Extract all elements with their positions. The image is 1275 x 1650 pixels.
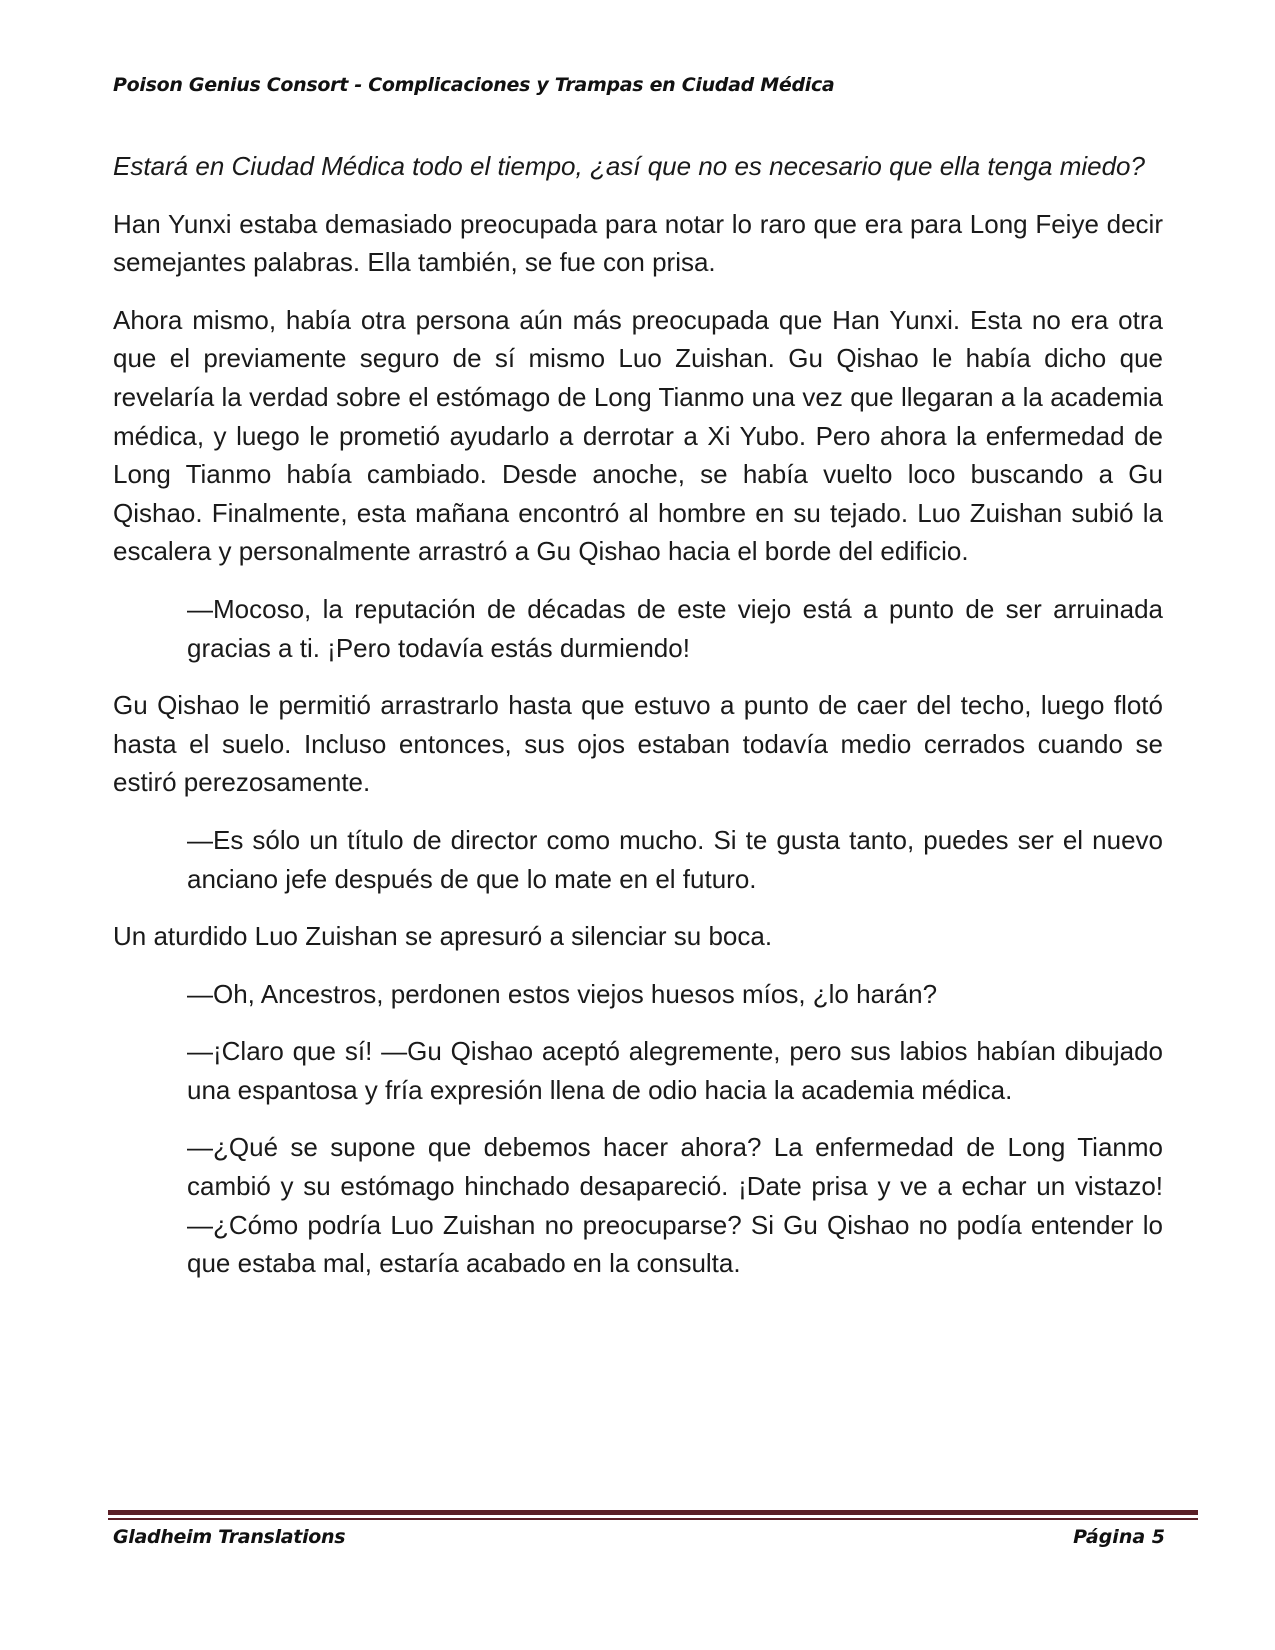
footer-page-number: Página 5 <box>1073 1526 1165 1548</box>
dialogue-paragraph: —Oh, Ancestros, perdonen estos viejos huesos míos, ¿lo harán? <box>187 978 938 1009</box>
footer-divider-thin <box>108 1518 1198 1520</box>
paragraph: Ahora mismo, había otra persona aún más preocupada que Han Yunxi. Esta no era otra que el previamente seguro de sí mismo Luo Zuishan. Gu Qishao le había dicho que revelaría la verdad sobre el estómago de Long Tianmo una vez que llegaran a la academia médica, y luego le prometió ayudarlo a derrotar a Xi Yubo. Pero ahora la enfermedad de Long Tianmo había cambiado. Desde anoche, se había vuelto loco buscando a Gu Qishao. Finalmente, esta mañana encontró al hombre en su tejado. Luo Zuishan subió la escalera y personalmente arrastró a Gu Qishao hacia el borde del edificio. <box>113 304 1163 567</box>
paragraph: Gu Qishao le permitió arrastrarlo hasta que estuvo a punto de caer del techo, luego flotó hasta el suelo. Incluso entonces, sus ojos estaban todavía medio cerrados cuando se estiró perezosamente. <box>113 690 1163 798</box>
dialogue-paragraph: —Mocoso, la reputación de décadas de este viejo está a punto de ser arruinada gracias a ti. ¡Pero todavía estás durmiendo! <box>187 593 1163 663</box>
dialogue-paragraph: —¿Qué se supone que debemos hacer ahora? La enfermedad de Long Tianmo cambió y su estómago hinchado desapareció. ¡Date prisa y ve a echar un vistazo! —¿Cómo podría Luo Zuishan no preocuparse? Si Gu Qishao no podía entender lo que estaba mal, estaría acabado en la consulta. <box>187 1132 1163 1279</box>
paragraph: Han Yunxi estaba demasiado preocupada para notar lo raro que era para Long Feiye decir semejantes palabras. Ella también, se fue con prisa. <box>113 208 1163 278</box>
dialogue-paragraph: —¡Claro que sí! —Gu Qishao aceptó alegremente, pero sus labios habían dibujado una espantosa y fría expresión llena de odio hacia la academia médica. <box>187 1036 1163 1105</box>
paragraph: Estará en Ciudad Médica todo el tiempo, ¿así que no es necesario que ella tenga miedo? <box>113 151 1145 181</box>
page-header-title: Poison Genius Consort - Complicaciones y Trampas en Ciudad Médica <box>113 74 835 96</box>
footer-divider-thick <box>108 1510 1198 1515</box>
document-body <box>113 147 1163 1302</box>
dialogue-paragraph: —Es sólo un título de director como mucho. Si te gusta tanto, puedes ser el nuevo anciano jefe después de que lo mate en el futuro. <box>187 824 1163 894</box>
footer-translator-credit: Gladheim Translations <box>113 1526 346 1548</box>
paragraph: Un aturdido Luo Zuishan se apresuró a silenciar su boca. <box>113 921 773 952</box>
